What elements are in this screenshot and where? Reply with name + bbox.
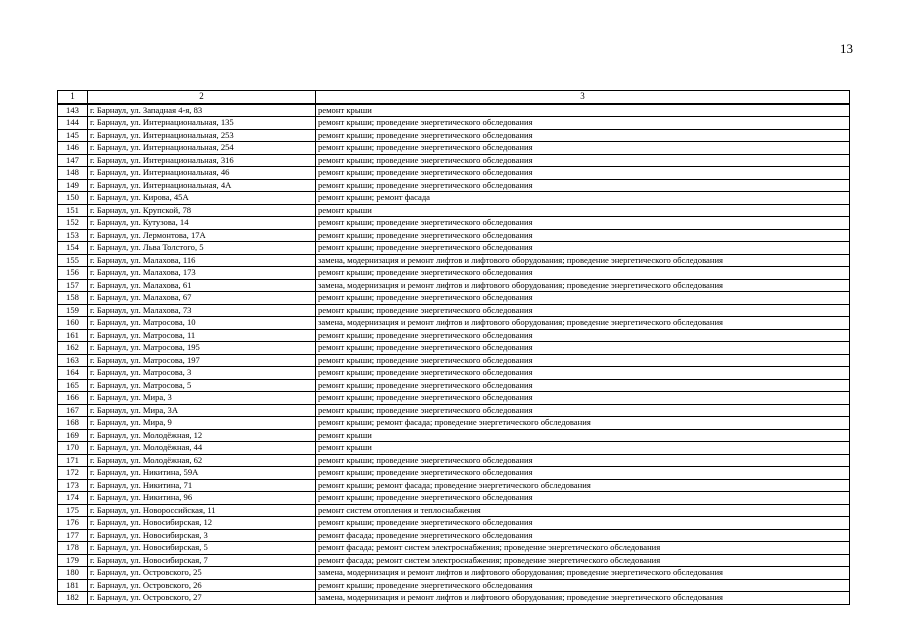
address-cell: г. Барнаул, ул. Новороссийская, 11 [88, 504, 316, 517]
row-number: 146 [58, 142, 88, 155]
work-type-cell: ремонт крыши [316, 204, 850, 217]
address-cell: г. Барнаул, ул. Лермонтова, 17А [88, 229, 316, 242]
work-type-cell: ремонт крыши; ремонт фасада [316, 192, 850, 205]
table-row [58, 142, 850, 155]
address-cell: г. Барнаул, ул. Малахова, 61 [88, 279, 316, 292]
work-type-cell: ремонт систем отопления и теплоснабжения [316, 504, 850, 517]
address-cell: г. Барнаул, ул. Никитина, 71 [88, 479, 316, 492]
row-number: 147 [58, 154, 88, 167]
table-row [58, 592, 850, 605]
row-number: 160 [58, 317, 88, 330]
table-row [58, 367, 850, 380]
table-row [58, 392, 850, 405]
table-row [58, 529, 850, 542]
table-row [58, 492, 850, 505]
row-number: 148 [58, 167, 88, 180]
address-cell: г. Барнаул, ул. Новосибирская, 5 [88, 542, 316, 555]
address-cell: г. Барнаул, ул. Мира, 9 [88, 417, 316, 430]
work-type-cell: ремонт крыши; проведение энергетического обследования [316, 329, 850, 342]
address-cell: г. Барнаул, ул. Островского, 26 [88, 579, 316, 592]
row-number: 171 [58, 454, 88, 467]
address-cell: г. Барнаул, ул. Интернациональная, 135 [88, 117, 316, 130]
address-cell: г. Барнаул, ул. Малахова, 67 [88, 292, 316, 305]
work-type-cell: замена, модернизация и ремонт лифтов и лифтового оборудования; проведение энергетического обследования [316, 279, 850, 292]
work-type-cell: ремонт крыши; проведение энергетического обследования [316, 242, 850, 255]
address-cell: г. Барнаул, ул. Крупской, 78 [88, 204, 316, 217]
row-number: 178 [58, 542, 88, 555]
table-row [58, 479, 850, 492]
address-cell: г. Барнаул, ул. Матросова, 195 [88, 342, 316, 355]
row-number: 151 [58, 204, 88, 217]
table-row [58, 242, 850, 255]
table-row [58, 179, 850, 192]
table-row [58, 454, 850, 467]
row-number: 169 [58, 429, 88, 442]
row-number: 177 [58, 529, 88, 542]
row-number: 155 [58, 254, 88, 267]
table-row [58, 117, 850, 130]
address-cell: г. Барнаул, ул. Матросова, 11 [88, 329, 316, 342]
row-number: 165 [58, 379, 88, 392]
row-number: 179 [58, 554, 88, 567]
address-cell: г. Барнаул, ул. Никитина, 96 [88, 492, 316, 505]
row-number: 149 [58, 179, 88, 192]
work-type-cell: ремонт крыши; проведение энергетического обследования [316, 517, 850, 530]
work-type-cell: ремонт крыши; проведение энергетического обследования [316, 217, 850, 230]
work-type-cell: ремонт крыши [316, 104, 850, 117]
work-type-cell: ремонт крыши; проведение энергетического обследования [316, 354, 850, 367]
work-type-cell: ремонт фасада; ремонт систем электроснабжения; проведение энергетического обследования [316, 542, 850, 555]
row-number: 175 [58, 504, 88, 517]
table-row [58, 154, 850, 167]
work-type-cell: ремонт крыши; проведение энергетического обследования [316, 379, 850, 392]
work-type-cell: ремонт крыши; проведение энергетического обследования [316, 454, 850, 467]
page-number: 13 [840, 41, 853, 56]
work-type-cell: ремонт крыши; проведение энергетического обследования [316, 342, 850, 355]
address-cell: г. Барнаул, ул. Интернациональная, 46 [88, 167, 316, 180]
row-number: 172 [58, 467, 88, 480]
work-type-cell: ремонт крыши; проведение энергетического обследования [316, 142, 850, 155]
column-header-work-type: 3 [316, 91, 850, 104]
table-row [58, 579, 850, 592]
address-cell: г. Барнаул, ул. Кирова, 45А [88, 192, 316, 205]
work-type-cell: ремонт крыши; проведение энергетического обследования [316, 267, 850, 280]
table-row [58, 129, 850, 142]
work-type-cell: ремонт крыши [316, 442, 850, 455]
work-type-cell: ремонт крыши; проведение энергетического обследования [316, 579, 850, 592]
address-cell: г. Барнаул, ул. Льва Толстого, 5 [88, 242, 316, 255]
address-cell: г. Барнаул, ул. Мира, 3 [88, 392, 316, 405]
address-cell: г. Барнаул, ул. Молодёжная, 62 [88, 454, 316, 467]
address-cell: г. Барнаул, ул. Матросова, 10 [88, 317, 316, 330]
table-row [58, 354, 850, 367]
row-number: 164 [58, 367, 88, 380]
work-type-cell: замена, модернизация и ремонт лифтов и лифтового оборудования; проведение энергетического обследования [316, 254, 850, 267]
address-cell: г. Барнаул, ул. Интернациональная, 316 [88, 154, 316, 167]
table-row [58, 229, 850, 242]
table-row [58, 542, 850, 555]
table-row [58, 304, 850, 317]
row-number: 182 [58, 592, 88, 605]
work-type-cell: ремонт крыши; проведение энергетического обследования [316, 129, 850, 142]
work-type-cell: замена, модернизация и ремонт лифтов и лифтового оборудования; проведение энергетического обследования [316, 567, 850, 580]
row-number: 157 [58, 279, 88, 292]
table-row [58, 267, 850, 280]
address-cell: г. Барнаул, ул. Островского, 27 [88, 592, 316, 605]
address-work-table [57, 90, 850, 605]
row-number: 144 [58, 117, 88, 130]
table-row [58, 329, 850, 342]
row-number: 152 [58, 217, 88, 230]
address-cell: г. Барнаул, ул. Матросова, 3 [88, 367, 316, 380]
row-number: 143 [58, 104, 88, 117]
address-cell: г. Барнаул, ул. Молодёжная, 12 [88, 429, 316, 442]
table-row [58, 517, 850, 530]
work-type-cell: ремонт крыши [316, 429, 850, 442]
row-number: 153 [58, 229, 88, 242]
address-cell: г. Барнаул, ул. Интернациональная, 253 [88, 129, 316, 142]
work-type-cell: ремонт крыши; ремонт фасада; проведение энергетического обследования [316, 417, 850, 430]
row-number: 167 [58, 404, 88, 417]
table-row [58, 279, 850, 292]
row-number: 166 [58, 392, 88, 405]
row-number: 162 [58, 342, 88, 355]
table-row [58, 317, 850, 330]
address-cell: г. Барнаул, ул. Малахова, 116 [88, 254, 316, 267]
table-row [58, 467, 850, 480]
row-number: 161 [58, 329, 88, 342]
row-number: 156 [58, 267, 88, 280]
address-cell: г. Барнаул, ул. Новосибирская, 3 [88, 529, 316, 542]
row-number: 154 [58, 242, 88, 255]
row-number: 176 [58, 517, 88, 530]
table-row [58, 254, 850, 267]
work-type-cell: ремонт крыши; проведение энергетического обследования [316, 392, 850, 405]
column-header-number: 1 [58, 91, 88, 104]
work-type-cell: ремонт крыши; проведение энергетического обследования [316, 292, 850, 305]
row-number: 180 [58, 567, 88, 580]
work-type-cell: ремонт крыши; проведение энергетического обследования [316, 154, 850, 167]
table-row [58, 504, 850, 517]
table-row [58, 167, 850, 180]
address-cell: г. Барнаул, ул. Малахова, 73 [88, 304, 316, 317]
row-number: 168 [58, 417, 88, 430]
work-type-cell: ремонт крыши; проведение энергетического обследования [316, 229, 850, 242]
address-cell: г. Барнаул, ул. Новосибирская, 12 [88, 517, 316, 530]
work-type-cell: ремонт крыши; проведение энергетического обследования [316, 492, 850, 505]
work-type-cell: ремонт фасада; ремонт систем электроснабжения; проведение энергетического обследования [316, 554, 850, 567]
work-type-cell: ремонт крыши; проведение энергетического обследования [316, 167, 850, 180]
address-cell: г. Барнаул, ул. Матросова, 197 [88, 354, 316, 367]
work-type-cell: ремонт крыши; проведение энергетического обследования [316, 304, 850, 317]
address-cell: г. Барнаул, ул. Мира, 3А [88, 404, 316, 417]
work-type-cell: ремонт фасада; проведение энергетического обследования [316, 529, 850, 542]
address-cell: г. Барнаул, ул. Островского, 25 [88, 567, 316, 580]
table-body [58, 104, 850, 605]
work-type-cell: замена, модернизация и ремонт лифтов и лифтового оборудования; проведение энергетического обследования [316, 317, 850, 330]
table-row [58, 404, 850, 417]
address-cell: г. Барнаул, ул. Западная 4-я, 83 [88, 104, 316, 117]
table-row [58, 204, 850, 217]
address-cell: г. Барнаул, ул. Матросова, 5 [88, 379, 316, 392]
work-type-cell: ремонт крыши; проведение энергетического обследования [316, 404, 850, 417]
row-number: 158 [58, 292, 88, 305]
address-cell: г. Барнаул, ул. Интернациональная, 254 [88, 142, 316, 155]
row-number: 170 [58, 442, 88, 455]
table-row [58, 554, 850, 567]
row-number: 145 [58, 129, 88, 142]
table-header [58, 91, 850, 104]
work-type-cell: ремонт крыши; проведение энергетического обследования [316, 117, 850, 130]
address-cell: г. Барнаул, ул. Никитина, 59А [88, 467, 316, 480]
table-row [58, 192, 850, 205]
work-type-cell: замена, модернизация и ремонт лифтов и лифтового оборудования; проведение энергетического обследования [316, 592, 850, 605]
table-row [58, 217, 850, 230]
work-type-cell: ремонт крыши; проведение энергетического обследования [316, 179, 850, 192]
work-type-cell: ремонт крыши; ремонт фасада; проведение энергетического обследования [316, 479, 850, 492]
table-row [58, 104, 850, 117]
row-number: 159 [58, 304, 88, 317]
row-number: 181 [58, 579, 88, 592]
table-row [58, 567, 850, 580]
table-row [58, 342, 850, 355]
table-row [58, 379, 850, 392]
work-type-cell: ремонт крыши; проведение энергетического обследования [316, 367, 850, 380]
row-number: 173 [58, 479, 88, 492]
table-row [58, 292, 850, 305]
row-number: 150 [58, 192, 88, 205]
address-cell: г. Барнаул, ул. Молодёжная, 44 [88, 442, 316, 455]
header-row [58, 91, 850, 104]
table-row [58, 417, 850, 430]
row-number: 174 [58, 492, 88, 505]
column-header-address: 2 [88, 91, 316, 104]
row-number: 163 [58, 354, 88, 367]
address-cell: г. Барнаул, ул. Новосибирская, 7 [88, 554, 316, 567]
work-type-cell: ремонт крыши; проведение энергетического обследования [316, 467, 850, 480]
address-cell: г. Барнаул, ул. Малахова, 173 [88, 267, 316, 280]
address-cell: г. Барнаул, ул. Кутузова, 14 [88, 217, 316, 230]
address-cell: г. Барнаул, ул. Интернациональная, 4А [88, 179, 316, 192]
table-row [58, 442, 850, 455]
table-row [58, 429, 850, 442]
